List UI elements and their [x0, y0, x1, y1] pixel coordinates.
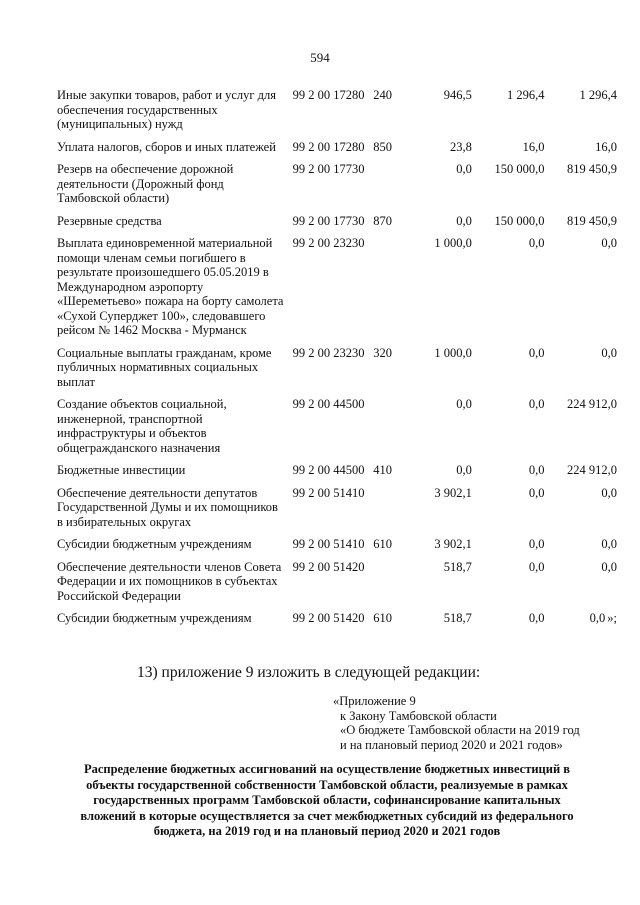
target-code-text: 99 2 00 17280: [292, 139, 365, 154]
table-row: [57, 611, 617, 634]
expense-type-code: [373, 463, 399, 486]
table-row: [57, 463, 617, 486]
amount-2019-text: 0,0: [456, 213, 472, 228]
item-name: [57, 537, 291, 560]
amount-2020: [472, 397, 545, 463]
expense-type-code: [373, 486, 399, 538]
amount-2019: [399, 560, 472, 612]
expense-type-code: [373, 162, 399, 214]
amount-2020: [472, 88, 545, 140]
amount-2021-text: 1 296,4: [579, 88, 617, 102]
table-row: [57, 88, 617, 140]
amount-2020-text: 150 000,0: [494, 213, 545, 228]
target-code: [291, 611, 374, 634]
item-name-text: Резерв на обеспечение дорожной деятельности (Дорожный фонд Тамбовской области): [57, 162, 234, 205]
table-row: [57, 397, 617, 463]
amount-2020-text: 0,0: [528, 345, 545, 360]
expense-type-code-text: 610: [373, 611, 392, 625]
expense-type-code: [373, 236, 399, 346]
amount-2020: [472, 537, 545, 560]
amount-2021: [544, 537, 617, 560]
table-body: [57, 88, 617, 634]
appendix-line: «О бюджете Тамбовской области на 2019 год: [340, 723, 580, 737]
appendix-header: [333, 694, 580, 752]
item-name-text: Обеспечение деятельности членов Совета Федерации и их помощников в субъектах Российской Федерации: [57, 559, 282, 603]
amount-2019: [399, 346, 472, 398]
amount-2020-text: 1 296,4: [506, 88, 545, 102]
amount-2020: [472, 214, 545, 237]
expense-type-code: [373, 88, 399, 140]
target-code-text: 99 2 00 17730: [292, 162, 365, 176]
table-row: [57, 537, 617, 560]
item-name-text: Резервные средства: [57, 213, 162, 228]
amount-2019-text: 3 902,1: [434, 485, 472, 500]
expense-type-code: [373, 214, 399, 237]
amount-2020-text: 0,0: [528, 537, 545, 551]
target-code-text: 99 2 00 17730: [292, 213, 365, 228]
item-name: [57, 486, 291, 538]
table-row: [57, 162, 617, 214]
table-row: [57, 214, 617, 237]
target-code: [291, 88, 374, 140]
item-name: [57, 140, 291, 163]
page-number: 594: [310, 50, 330, 65]
amount-2020: [472, 346, 545, 398]
amount-2020: [472, 611, 545, 634]
amount-2020-text: 0,0: [528, 463, 545, 477]
amount-2019: [399, 537, 472, 560]
target-code-text: 99 2 00 23230: [292, 345, 365, 360]
amount-2019-text: 3 902,1: [434, 537, 472, 551]
amendment-instruction: 13) приложение 9 изложить в следующей редакции:: [137, 664, 481, 681]
item-name: [57, 397, 291, 463]
table-row: [57, 236, 617, 346]
amount-2021: [544, 486, 617, 538]
item-name-text: Социальные выплаты гражданам, кроме публичных нормативных социальных выплат: [57, 345, 272, 389]
table-row: [57, 560, 617, 612]
target-code-text: 99 2 00 44500: [292, 463, 365, 477]
item-name-text: Субсидии бюджетным учреждениям: [57, 611, 252, 625]
target-code: [291, 463, 374, 486]
amount-2020: [472, 560, 545, 612]
amount-2021-text: 0,0: [601, 485, 617, 500]
amount-2019-text: 1 000,0: [434, 345, 472, 360]
item-name-text: Выплата единовременной материальной помощи членам семьи погибшего в результате произошедшего 05.05.2019 в Международном аэропорту «Шереметьево» пожара на борту самолета «Сухой Суперджет 100», следовавшего рейсом № 1462 Москва - Мурманск: [57, 236, 284, 337]
amount-2021-text: 0,0: [601, 236, 617, 250]
amount-2020: [472, 162, 545, 214]
amount-2021-text: 0,0: [601, 559, 617, 574]
amount-2019: [399, 486, 472, 538]
amount-2021: [544, 236, 617, 346]
amount-2021-text: 0,0: [589, 611, 606, 625]
amount-2021-text: 224 912,0: [567, 397, 617, 411]
expense-type-code: [373, 397, 399, 463]
target-code: [291, 486, 374, 538]
expense-type-code-text: 870: [373, 213, 392, 228]
amount-2020: [472, 463, 545, 486]
amount-2019: [399, 397, 472, 463]
expense-type-code: [373, 560, 399, 612]
table-row: [57, 346, 617, 398]
target-code-text: 99 2 00 51420: [292, 559, 365, 574]
amount-2019-text: 946,5: [443, 88, 472, 102]
item-name-text: Уплата налогов, сборов и иных платежей: [57, 139, 276, 154]
amount-2019: [399, 214, 472, 237]
target-code: [291, 140, 374, 163]
amount-2021: [544, 162, 617, 214]
amount-2020-text: 0,0: [528, 611, 545, 625]
target-code: [291, 560, 374, 612]
amount-2021: [544, 463, 617, 486]
amount-2019: [399, 463, 472, 486]
amount-2021: [544, 397, 617, 463]
amount-2021-text: 0,0: [601, 537, 617, 551]
amount-2021-text: 819 450,9: [567, 162, 617, 176]
item-name-text: Иные закупки товаров, работ и услуг для обеспечения государственных (муниципальных) нужд: [57, 88, 277, 131]
amount-2021: [544, 611, 617, 634]
amount-2020-text: 0,0: [528, 236, 545, 250]
item-name-text: Обеспечение деятельности депутатов Государственной Думы и их помощников в избирательных округах: [57, 485, 278, 529]
expense-type-code: [373, 537, 399, 560]
item-name-text: Бюджетные инвестиции: [57, 463, 186, 477]
target-code: [291, 214, 374, 237]
item-name: [57, 346, 291, 398]
amount-2020-text: 0,0: [528, 397, 545, 411]
target-code-text: 99 2 00 51410: [292, 537, 365, 551]
amount-2019-text: 0,0: [456, 162, 472, 176]
amount-2021: [544, 88, 617, 140]
amount-2019: [399, 88, 472, 140]
item-name: [57, 611, 291, 634]
expense-type-code-text: 320: [373, 345, 392, 360]
amount-2020-text: 0,0: [528, 559, 545, 574]
closing-quote: »;: [607, 611, 617, 625]
item-name-text: Субсидии бюджетным учреждениям: [57, 537, 252, 551]
amount-2020: [472, 486, 545, 538]
table-row: [57, 140, 617, 163]
amount-2019-text: 1 000,0: [434, 236, 472, 250]
expense-type-code-text: 850: [373, 139, 392, 154]
amount-2019-text: 23,8: [450, 139, 472, 154]
target-code: [291, 236, 374, 346]
item-name: [57, 236, 291, 346]
amount-2021-text: 16,0: [595, 139, 617, 154]
item-name-text: Создание объектов социальной, инженерной, транспортной инфраструктуры и объектов общегражданского назначения: [57, 397, 227, 455]
target-code: [291, 162, 374, 214]
amount-2021: [544, 140, 617, 163]
amount-2020: [472, 140, 545, 163]
expense-type-code: [373, 611, 399, 634]
amount-2019-text: 518,7: [443, 611, 472, 625]
item-name: [57, 162, 291, 214]
item-name: [57, 560, 291, 612]
amount-2020-text: 0,0: [528, 485, 545, 500]
target-code-text: 99 2 00 44500: [292, 397, 365, 411]
target-code: [291, 397, 374, 463]
amount-2020-text: 16,0: [522, 139, 545, 154]
budget-table: [57, 88, 617, 634]
appendix-line: и на плановый период 2020 и 2021 годов»: [340, 737, 563, 752]
target-code: [291, 346, 374, 398]
expense-type-code-text: 240: [373, 88, 392, 102]
item-name: [57, 214, 291, 237]
amount-2021: [544, 560, 617, 612]
amount-2019-text: 0,0: [456, 397, 472, 411]
item-name: [57, 463, 291, 486]
target-code-text: 99 2 00 51410: [292, 485, 365, 500]
amount-2019: [399, 162, 472, 214]
appendix-line: к Закону Тамбовской области: [340, 708, 497, 723]
amount-2020: [472, 236, 545, 346]
document-heading: Распределение бюджетных ассигнований на осуществление бюджетных инвестиций в объекты государственной собственности Тамбовской области, реализуемые в рамках государственных программ Тамбовской области, софинансирование капитальных вложений в которые осуществляется за счет межбюджетных субсидий из федерального бюджета, на 2019 год и на плановый период 2020 и 2021 годов: [80, 762, 574, 838]
amount-2021-text: 0,0: [601, 345, 617, 360]
amount-2019-text: 0,0: [456, 463, 472, 477]
amount-2019-text: 518,7: [443, 559, 472, 574]
expense-type-code-text: 410: [373, 463, 392, 477]
item-name: [57, 88, 291, 140]
expense-type-code-text: 610: [373, 537, 392, 551]
amount-2019: [399, 236, 472, 346]
amount-2021: [544, 346, 617, 398]
amount-2019: [399, 140, 472, 163]
amount-2019: [399, 611, 472, 634]
target-code-text: 99 2 00 17280: [292, 88, 365, 102]
amount-2020-text: 150 000,0: [494, 162, 545, 176]
target-code-text: 99 2 00 23230: [292, 236, 365, 250]
table-row: [57, 486, 617, 538]
expense-type-code: [373, 346, 399, 398]
target-code: [291, 537, 374, 560]
amount-2021: [544, 214, 617, 237]
appendix-line: «Приложение 9: [333, 694, 416, 708]
amount-2021-text: 224 912,0: [567, 463, 617, 477]
amount-2021-text: 819 450,9: [567, 213, 617, 228]
target-code-text: 99 2 00 51420: [292, 611, 365, 625]
expense-type-code: [373, 140, 399, 163]
